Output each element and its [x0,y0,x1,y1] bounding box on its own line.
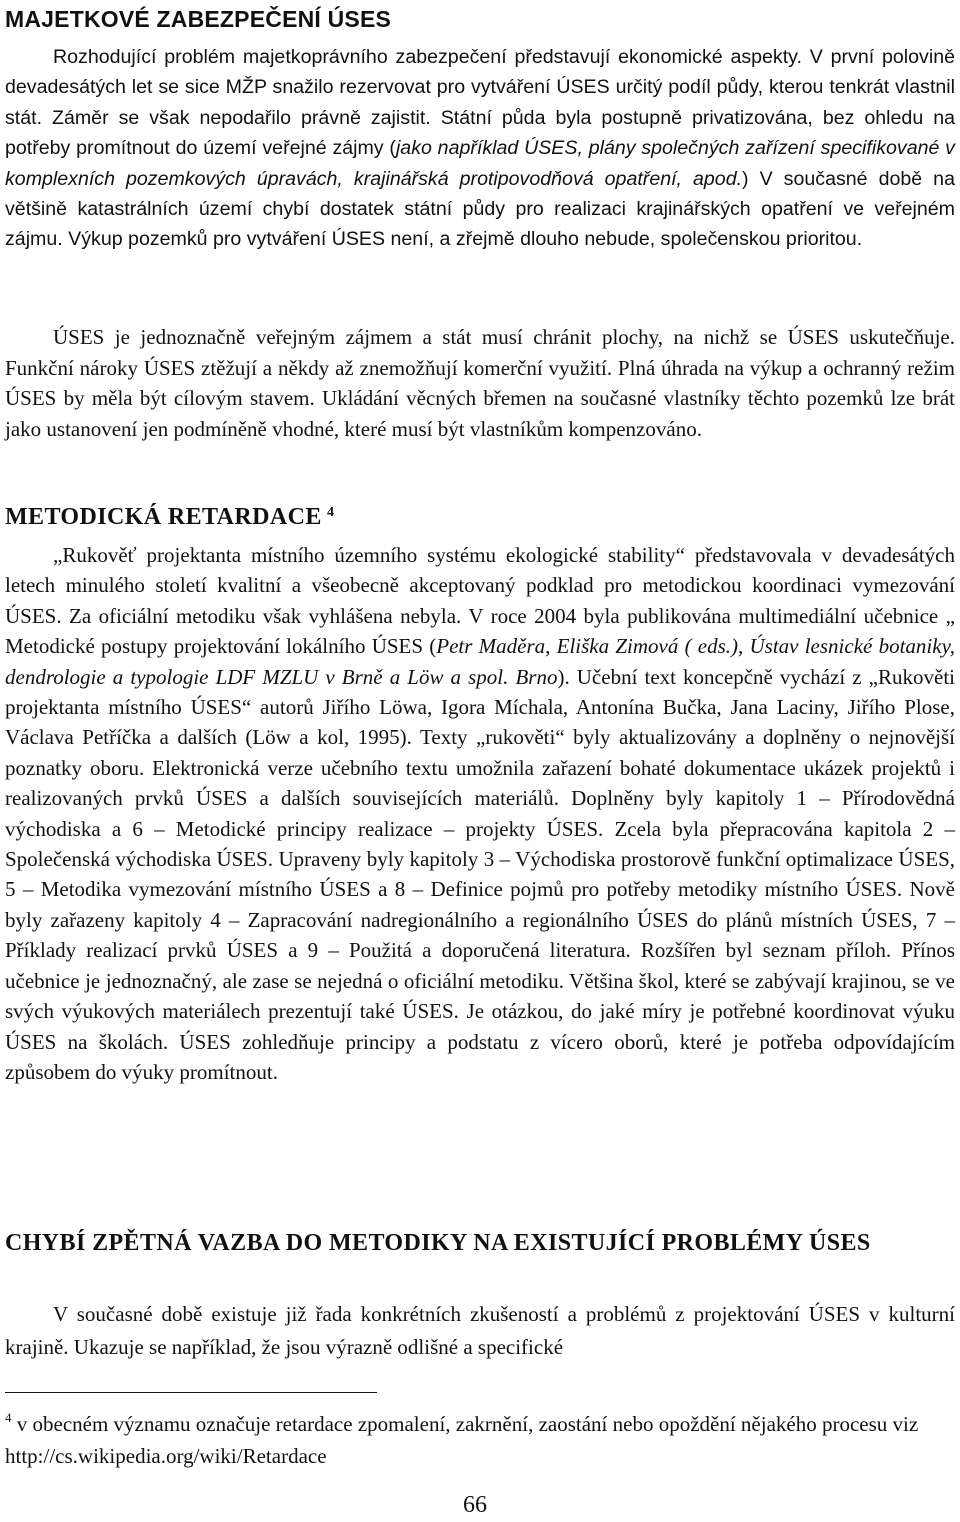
page-number: 66 [463,1492,487,1518]
section2-paragraph-italic: Petr Maděra, Eliška Zimová ( eds.), Ústav lesnické botaniky, dendrologie a typologie LDF MZLU v Brně a Löw a spol. Brno [5,634,955,689]
footnote-reference: 4 [326,505,335,520]
section1-paragraph-2-text: ÚSES je jednoznačně veřejným zájmem a stát musí chránit plochy, na nichž se ÚSES uskutečňuje. Funkční nároky ÚSES ztěžují a někdy až znemožňují komerční využití. Plná úhrada na výkup a ochranný režim ÚSES by měla být cílovým stavem. Ukládání věcných břemen na současné vlastníky těchto pozemků lze brát jako ustanovení jen podmíněně vhodné, které musí být vlastníkům kompenzováno. [5,325,955,441]
section1-paragraph-1-end: ) V současné době na většině katastrálních území chybí dostatek státní půdy pro realizaci krajinářských opatření ve veřejném zájmu. Výkup pozemků pro vytváření ÚSES není, a zřejmě dlouho nebude, společenskou prioritou. [5,167,955,251]
section1-paragraph-1-italic: jako například ÚSES, plány společných zařízení specifikované v komplexních pozemkových úpravách, krajinářská protipovodňová opatření, apod. [5,137,955,190]
section-heading-metodicka-retardace [5,500,334,534]
footnote-divider [5,1392,377,1393]
section3-paragraph-text: V současné době existuje již řada konkrétních zkušeností a problémů z projektování ÚSES v kulturní krajině. Ukazuje se například, že jsou výrazně odlišné a specifické [5,1302,955,1359]
section-heading-chybi-zpetna-vazba: CHYBÍ ZPĚTNÁ VAZBA DO METODIKY NA EXISTUJÍCÍ PROBLÉMY ÚSES [5,1230,871,1256]
footnote-text: v obecném významu označuje retardace zpomalení, zakrnění, zaostání nebo opoždění nějakého procesu viz http://cs.wikipedia.org/wiki/Retardace [5,1412,919,1468]
section2-paragraph-text-b: ). Učební text koncepčně vychází z „Rukověti projektanta místního ÚSES“ autorů Jiřího Löwa, Igora Míchala, Antonína Bučka, Jana Laciny, Jiřího Plose, Václava Petříčka a dalších (Löw a kol, 1995). Texty „rukověti“ byly aktualizovány a doplněny o nejnovější poznatky oboru. Elektronická verze učebního textu umožnila zařazení bohaté dokumentace ukázek projektů i realizovaných prvků ÚSES a dalších souvisejících materiálů. Doplněny byly kapitoly 1 – Přírodovědná východiska a 6 – Metodické principy realizace – projekty ÚSES. Zcela byla přepracována kapitola 2 – Společenská východiska ÚSES. Upraveny byly kapitoly 3 – Východiska prostorově funkční optimalizace ÚSES, 5 – Metodika vymezování místního ÚSES a 8 – Definice pojmů pro potřeby metodiky místního ÚSES. Nově byly zařazeny kapitoly 4 – Zapracování nadregionálního a regionálního ÚSES do plánů místních ÚSES, 7 – Příklady realizací prvků ÚSES a 9 – Použitá a doporučená literatura. Rozšířen byl seznam příloh. Přínos učebnice je jednoznačný, ale zase se nejedná o oficiální metodiku. Většina škol, které se zabývají krajinou, se ve svých výukových materiálech prezentují také ÚSES. Je otázkou, do jaké míry je potřebné koordinovat výuku ÚSES na školách. ÚSES zohledňuje principy a podstatu z vícero oborů, které je potřeba odpovídajícím způsobem do výuky promítnout. [5,664,955,1084]
section1-paragraph-1-text: Rozhodující problém majetkoprávního zabezpečení představují ekonomické aspekty. V první polovině devadesátých let se sice MŽP snažilo rezervovat pro vytváření ÚSES určitý podíl půdy, kterou tenkrát vlastnil stát. Záměr se však nepodařilo právně zajistit. Státní půda byla postupně privatizována, bez ohledu na potřeby promítnout do území veřejné zájmy ( [5,46,955,160]
section3-paragraph [5,1298,955,1364]
footnote-marker: 4 [5,1410,12,1425]
section2-heading-text: METODICKÁ RETARDACE [5,504,322,530]
section-heading-majetkove-zabezpeceni: MAJETKOVÉ ZABEZPEČENÍ ÚSES [5,6,392,32]
section1-paragraph-1 [5,42,955,255]
footnote [5,1408,955,1472]
section2-paragraph [5,540,955,1087]
section1-paragraph-2 [5,322,955,444]
section2-paragraph-text-a: „Rukověť projektanta místního územního systému ekologické stability“ představovala v devadesátých letech minulého století kvalitní a všeobecně akceptovaný podklad pro metodickou koordinaci vymezování ÚSES. Za oficiální metodiku však vyhlášena nebyla. V roce 2004 byla publikována multimediální učebnice „ Metodické postupy projektování lokálního ÚSES ( [5,543,955,659]
